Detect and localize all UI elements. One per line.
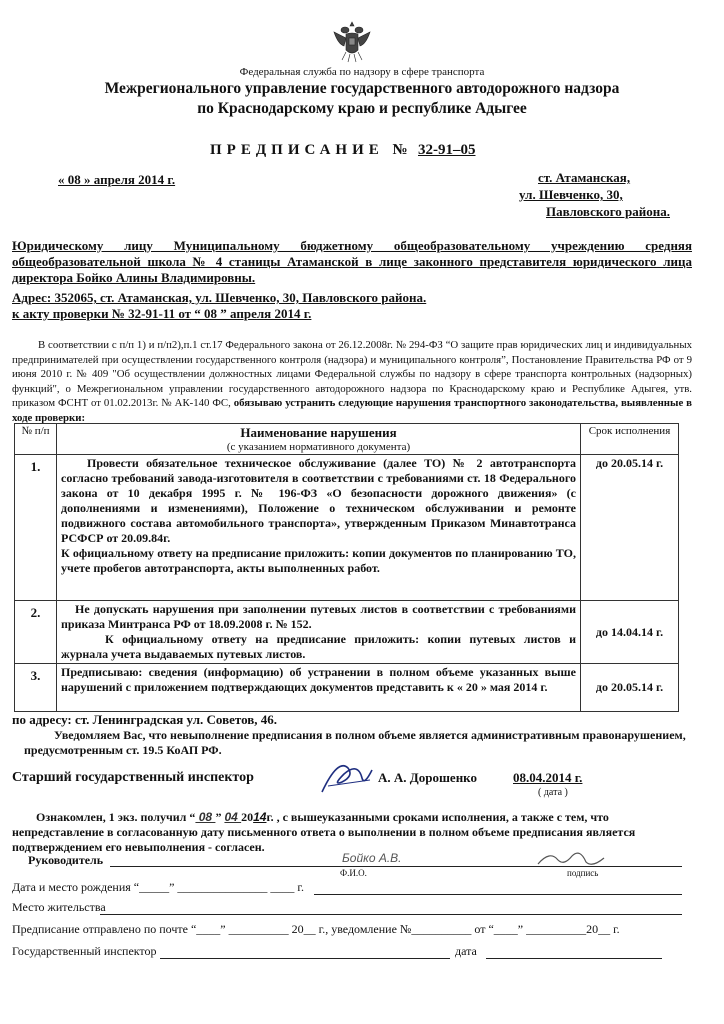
- column-header-violation-subtitle: (с указанием нормативного документа): [226, 441, 411, 453]
- column-header-violation-title: Наименование нарушения: [240, 425, 397, 440]
- mail-sent-field: Предписание отправлено по почте “____” __________ 20__ г., уведомление №__________ от “____” __________20__ г.: [12, 922, 620, 936]
- inspector-title: Старший государственный инспектор: [12, 770, 254, 785]
- obligation-text: обязываю устранить следующие нарушения транспортного законодательства, выявленные в ходе проверки:: [12, 397, 692, 424]
- violation-text: [57, 601, 581, 664]
- inspector-date: 08.04.2014 г.: [513, 770, 583, 785]
- row-number: 3.: [15, 664, 57, 712]
- place-line-1: ст. Атаманская,: [538, 170, 631, 185]
- violation-text: [57, 455, 581, 601]
- legal-preamble: [12, 338, 692, 425]
- violation-attachment: К официальному ответу на предписание приложить: копии документов по планированию ТО, учете пробегов автотранспорта, акты выполненных работ.: [61, 546, 576, 575]
- inspector-date-caption: ( дата ): [538, 787, 568, 798]
- residence-field-label: Место жительства: [12, 900, 106, 914]
- table-row: [15, 601, 679, 664]
- row-number: 1.: [15, 455, 57, 601]
- column-header-deadline: Срок исполнения: [581, 424, 679, 455]
- ack-day: 08: [195, 810, 216, 824]
- state-inspector-date-label: дата: [455, 944, 477, 958]
- liability-warning: [24, 728, 694, 758]
- table-row: [15, 455, 679, 601]
- agency-name: Федеральная служба по надзору в сфере транспорта: [239, 66, 485, 78]
- recipient-entity: Юридическому лицу Муниципальному бюджетному общеобразовательному учреждению средняя общеобразовательной школа № 4 станицы Атаманской в лице законного представителя юридического лица директора Бойко Алины Владимировны.: [12, 238, 692, 285]
- column-header-violation: [57, 424, 581, 455]
- inspector-signature-icon: [318, 756, 376, 798]
- ack-suffix: г. , с вышеуказанными сроками исполнения, а также с тем, что непредставление в согласованную дату письменного ответа о выполнении в полном объеме предписания является подтверждением его невыполнения - согласен.: [12, 810, 636, 854]
- ack-year: 14: [253, 810, 267, 824]
- ack-mid2: 20: [241, 810, 254, 824]
- violation-description: Провести обязательное техническое обслуживание (далее ТО) № 2 автотранспорта согласно требований завода-изготовителя в соответствии с требованиями ст. 18 Федерального закона от 10 декабря 1995 г. № 196-ФЗ «О безопасности дорожного движения» (с дополнениями и изменениями), Положение о техническом обслуживании и ремонте подвижного состава автомобильного транспорта», утвержденным Приказом Минавтотранса РСФСР от 20.09.84г.: [61, 456, 576, 545]
- ack-prefix: Ознакомлен, 1 экз. получил “: [36, 810, 196, 824]
- reply-address: по адресу: ст. Ленинградская ул. Советов, 46.: [12, 712, 278, 727]
- place-line-3: Павловского района.: [546, 204, 670, 219]
- inspector-name: А. А. Дорошенко: [378, 770, 478, 785]
- birth-field-label: Дата и место рождения “_____” _______________ ____ г.: [12, 880, 304, 894]
- residence-field-line[interactable]: [100, 914, 682, 915]
- liability-warning-text: Уведомляем Вас, что невыполнение предписания в полном объеме является административным правонарушением, предусмотренным ст. 19.5 КоАП РФ.: [24, 728, 686, 757]
- order-date: « 08 » апреля 2014 г.: [58, 172, 176, 187]
- violation-description: Не допускать нарушения при заполнении путевых листов в соответствии с требованиями приказа Минтранса РФ от 18.09.2008 г. № 152.: [61, 602, 576, 631]
- state-inspector-line[interactable]: [160, 958, 450, 959]
- state-inspector-date-line[interactable]: [486, 958, 662, 959]
- order-number: 32-91–05: [418, 142, 476, 158]
- table-row: [15, 664, 679, 712]
- inspection-act-reference: к акту проверки № 32-91-11 от “ 08 ” апреля 2014 г.: [12, 306, 312, 321]
- deadline: до 20.05.14 г.: [581, 664, 679, 712]
- head-signature-line: [110, 866, 682, 867]
- preamble-text: В соответствии с п/п 1) и п/п2),п.1 ст.17 Федерального закона от 26.12.2008г. № 294-ФЗ “О защите прав юридических лиц и индивидуальных предпринимателей при осуществлении государственного контроля (надзора) и муниципального контроля”, Постановление Правительства РФ от 9 июня 2010 г. № 409 "Об осуществлении должностных лицами Федеральной службы по надзору в сфере транспорта контрольных (надзорных) функций", о Межрегиональном управлении государственного автодорожного надзора по Краснодарскому краю и Республике Адыгея, утв. приказом ФСНТ от 01.02.2013г. № АК-140 ФС,: [12, 339, 692, 409]
- ack-mid1: ”: [215, 810, 225, 824]
- violation-attachment: К официальному ответу на предписание приложить: копии путевых листов и журнала учета выдаваемых путевых листов.: [61, 632, 576, 661]
- table-header-row: [15, 424, 679, 455]
- department-line-2: по Краснодарскому краю и республике Адыгее: [197, 100, 527, 117]
- order-title: ПРЕДПИСАНИЕ №: [210, 142, 413, 158]
- deadline: до 20.05.14 г.: [581, 455, 679, 601]
- place-line-2: ул. Шевченко, 30,: [519, 187, 623, 202]
- fio-caption: Ф.И.О.: [340, 868, 367, 878]
- row-number: 2.: [15, 601, 57, 664]
- head-label: Руководитель: [28, 853, 104, 867]
- ack-month: 04: [224, 810, 242, 824]
- violation-text: [57, 664, 581, 712]
- signature-caption: подпись: [567, 868, 599, 878]
- birth-field-line[interactable]: [314, 894, 682, 895]
- violation-description: Предписываю: сведения (информацию) об устранении в полном объеме указанных выше нарушений с приложением подтверждающих документов представить к « 20 » мая 2014 г.: [61, 665, 576, 694]
- column-header-number: № п/п: [15, 424, 57, 455]
- emblem-icon: [330, 18, 374, 64]
- violations-table: [14, 423, 679, 712]
- head-handwritten-name: Бойко А.В.: [342, 851, 402, 865]
- state-inspector-label: Государственный инспектор: [12, 944, 157, 958]
- recipient-address: Адрес: 352065, ст. Атаманская, ул. Шевченко, 30, Павловского района.: [12, 290, 427, 305]
- department-line-1: Межрегионального управление государственного автодорожного надзора: [104, 80, 620, 97]
- deadline: до 14.04.14 г.: [581, 601, 679, 664]
